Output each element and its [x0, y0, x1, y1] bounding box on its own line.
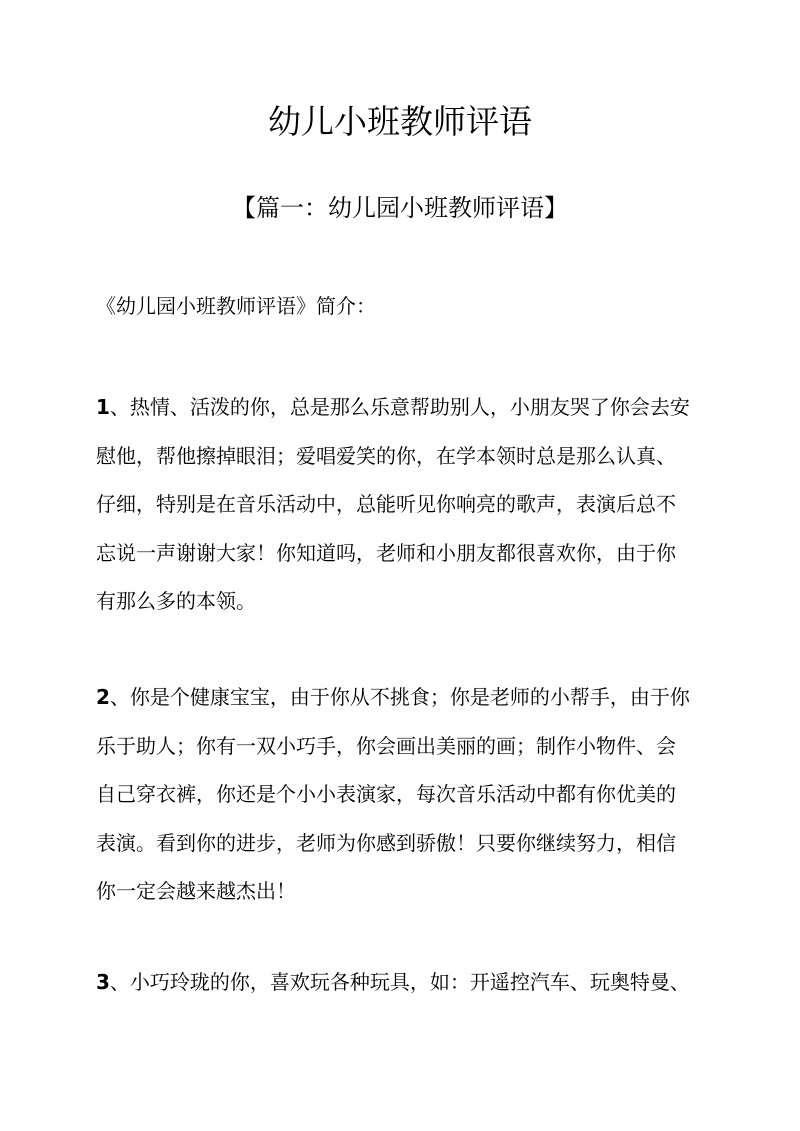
paragraph-line: 慰他，帮他擦掉眼泪；爱唱爱笑的你，在学本领时总是那么认真、 [96, 443, 676, 468]
paragraph-line: 忘说一声谢谢大家！你知道吗，老师和小朋友都很喜欢你，由于你 [96, 540, 676, 565]
paragraph-number: 2 [96, 685, 110, 709]
paragraph-line [96, 673, 706, 722]
section-heading: 【篇一：幼儿园小班教师评语】 [232, 194, 568, 222]
document-title: 幼儿小班教师评语 [268, 102, 532, 141]
paragraph-number: 3 [96, 970, 110, 994]
line-text: 、小巧玲珑的你，喜欢玩各种玩具，如：开遥控汽车、玩奥特曼、 [109, 970, 690, 994]
intro-text: 《幼儿园小班教师评语》简介： [96, 294, 376, 318]
paragraph-line: 仔细，特别是在音乐活动中，总能听见你响亮的歌声，表演后总不 [96, 492, 676, 516]
comment-paragraph-2 [96, 673, 706, 916]
line-text: 、你是个健康宝宝，由于你从不挑食；你是老师的小帮手，由于你 [109, 685, 690, 709]
paragraph-line: 有那么多的本领。 [96, 589, 256, 613]
paragraph-line: 你一定会越来越杰出！ [96, 879, 296, 903]
paragraph-number: 1 [96, 395, 110, 419]
line-text: 、热情、活泼的你，总是那么乐意帮助别人，小朋友哭了你会去安 [109, 395, 690, 419]
paragraph-line [96, 958, 706, 1007]
comment-paragraph-1 [96, 383, 706, 626]
paragraph-line [96, 383, 706, 432]
paragraph-line: 乐于助人；你有一双小巧手，你会画出美丽的画；制作小物件、会 [96, 733, 676, 758]
comment-paragraph-3 [96, 958, 706, 1007]
paragraph-line: 自己穿衣裤，你还是个小小表演家，每次音乐活动中都有你优美的 [96, 782, 676, 806]
paragraph-line: 表演。看到你的进步，老师为你感到骄傲！只要你继续努力，相信 [96, 830, 676, 855]
